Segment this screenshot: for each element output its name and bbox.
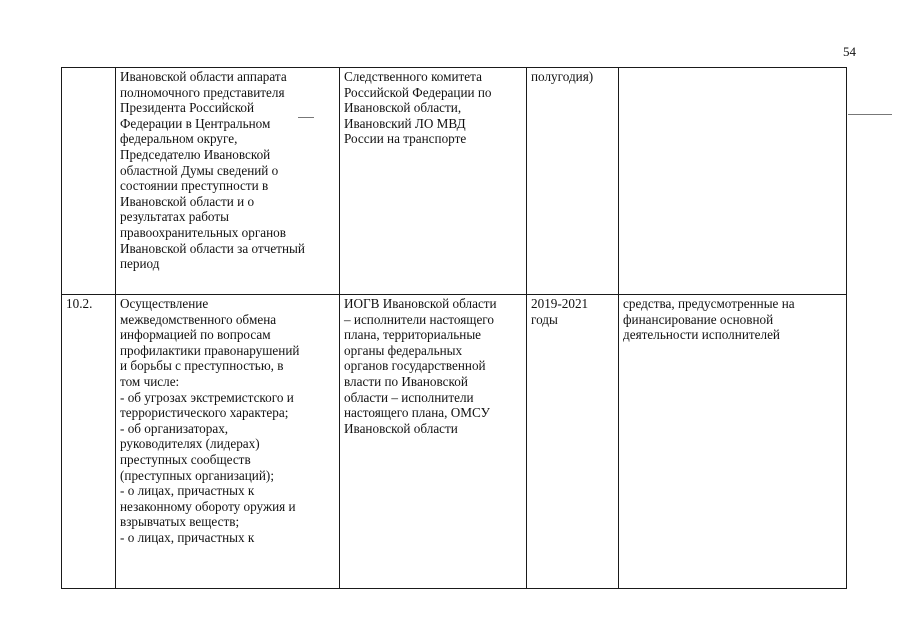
term-cell — [527, 68, 619, 295]
event-line: (преступных организаций); — [120, 467, 274, 483]
row-number: 10.2. — [66, 296, 93, 311]
event-cell — [116, 295, 340, 589]
page-number: 54 — [843, 44, 856, 59]
term-cell — [527, 295, 619, 589]
event-cell — [116, 68, 340, 295]
event-line: - об организаторах, — [120, 420, 229, 436]
event-line: полномочного представителя — [120, 84, 285, 100]
event-line: федеральном округе, — [120, 131, 238, 147]
event-line: террористического характера; — [120, 405, 289, 421]
event-line: Ивановской области за отчетный — [120, 240, 305, 256]
table-row — [62, 295, 847, 589]
funding-cell — [619, 295, 847, 589]
event-line: Президента Российской — [120, 100, 255, 116]
executor-line: органы федеральных — [344, 342, 463, 358]
executor-cell — [340, 295, 527, 589]
executor-line: – исполнители настоящего — [344, 311, 494, 327]
executor-line: Ивановской области — [344, 420, 458, 436]
event-line: руководителях (лидерах) — [120, 436, 260, 452]
executor-line: настоящего плана, ОМСУ — [344, 405, 490, 421]
funding-line: деятельности исполнителей — [623, 327, 780, 343]
event-line: Федерации в Центральном — [120, 115, 271, 131]
event-line: межведомственного обмена — [120, 311, 277, 327]
event-line: правоохранительных органов — [120, 224, 287, 240]
event-line: областной Думы сведений о — [120, 162, 279, 178]
executor-cell — [340, 68, 527, 295]
term-line: 2019-2021 — [531, 296, 589, 311]
event-line: информацией по вопросам — [120, 327, 271, 343]
scan-mark — [848, 114, 892, 115]
event-line: - об угрозах экстремистского и — [120, 389, 294, 405]
event-line: Председателю Ивановской — [120, 146, 271, 162]
row-number-cell — [62, 295, 116, 589]
executor-line: органов государственной — [344, 358, 486, 374]
funding-cell — [619, 68, 847, 295]
term-line: полугодия) — [531, 69, 594, 84]
event-line: незаконному обороту оружия и — [120, 498, 296, 514]
funding-line: финансирование основной — [623, 311, 774, 327]
event-line: и борьбы с преступностью, в — [120, 358, 284, 374]
event-line: - о лицах, причастных к — [120, 529, 255, 545]
event-line: период — [120, 256, 160, 272]
executor-line: Следственного комитета — [344, 69, 482, 84]
executor-line: Российской Федерации по — [344, 84, 492, 100]
event-line: - о лицах, причастных к — [120, 483, 255, 499]
event-line: взрывчатых веществ; — [120, 514, 240, 530]
term-line: годы — [531, 311, 558, 327]
event-line: Ивановской области аппарата — [120, 69, 287, 84]
event-line: том числе: — [120, 373, 180, 389]
plan-table — [61, 67, 847, 589]
funding-line: средства, предусмотренные на — [623, 296, 795, 311]
executor-line: плана, территориальные — [344, 327, 482, 343]
executor-line: Ивановской области, — [344, 100, 462, 116]
executor-line: власти по Ивановской — [344, 373, 468, 389]
executor-line: ИОГВ Ивановской области — [344, 296, 497, 311]
event-line: преступных сообществ — [120, 451, 251, 467]
executor-line: области – исполнители — [344, 389, 474, 405]
event-line: Ивановской области и о — [120, 193, 255, 209]
event-line: профилактики правонарушений — [120, 342, 300, 358]
event-line: состоянии преступности в — [120, 178, 269, 194]
event-line: Осуществление — [120, 296, 209, 311]
executor-line: Ивановский ЛО МВД — [344, 115, 466, 131]
event-line: результатах работы — [120, 209, 229, 225]
executor-line: России на транспорте — [344, 131, 467, 147]
table-row — [62, 68, 847, 295]
row-number-cell — [62, 68, 116, 295]
